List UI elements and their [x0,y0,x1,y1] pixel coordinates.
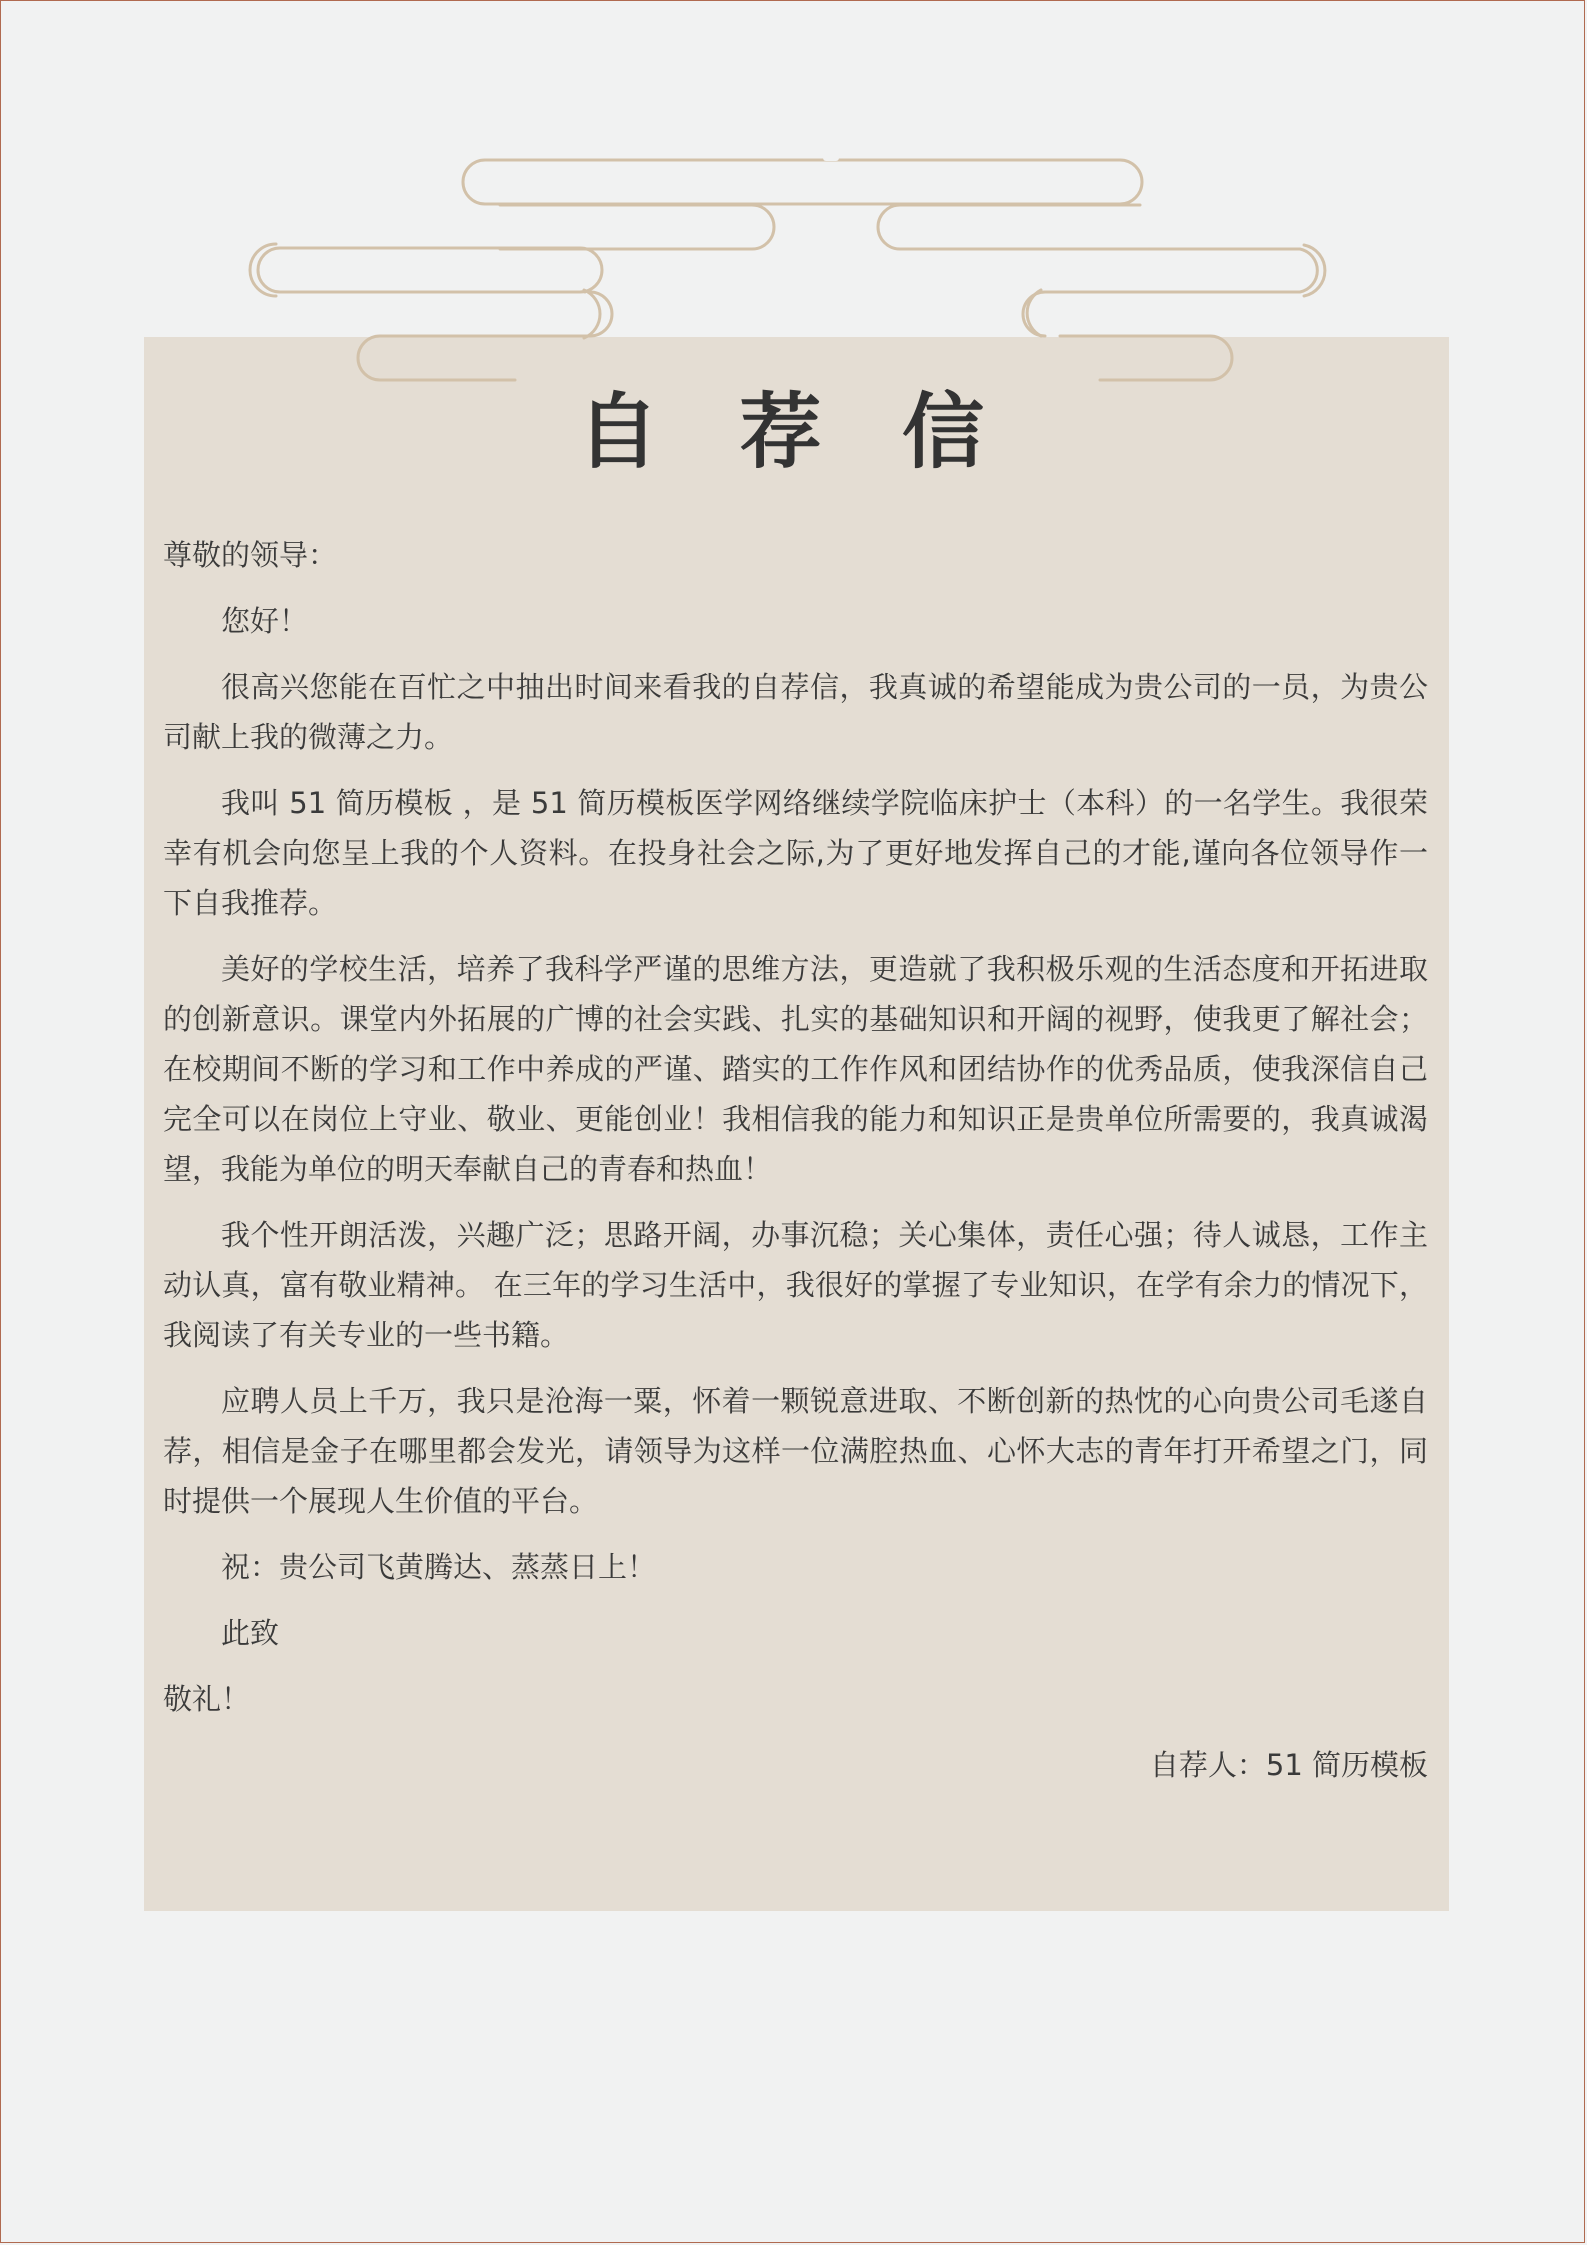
closing-line-2: 敬礼！ [163,1682,251,1716]
greeting: 您好！ [221,604,309,638]
paragraph: 应聘人员上千万，我只是沧海一粟，怀着一颗锐意进取、不断创新的热忱的心向贵公司毛遂自荐，相信是金子在哪里都会发光，请领导为这样一位满腔热血、心怀大志的青年打开希望之门，同时提供一个展现人生价值的平台。 [163,1384,1428,1518]
letter-title: 自 荐 信 [576,385,1011,480]
paragraph: 我个性开朗活泼，兴趣广泛；思路开阔，办事沉稳；关心集体，责任心强；待人诚恳，工作主动认真，富有敬业精神。 在三年的学习生活中，我很好的掌握了专业知识，在学有余力的情况下，我阅读了有关专业的一些书籍。 [163,1218,1428,1352]
cloud-decoration [0,0,1587,400]
paragraph: 很高兴您能在百忙之中抽出时间来看我的自荐信，我真诚的希望能成为贵公司的一员，为贵公司献上我的微薄之力。 [163,670,1428,754]
paragraph: 我叫 51 简历模板 ，是 51 简历模板医学网络继续学院临床护士（本科）的一名学生。我很荣幸有机会向您呈上我的个人资料。在投身社会之际,为了更好地发挥自己的才能,谨向各位领导作一下自我推荐。 [163,786,1428,920]
wish: 祝：贵公司飞黄腾达、蒸蒸日上！ [221,1550,657,1584]
letter-body [163,530,1428,1806]
signature: 自荐人：51 简历模板 [1149,1748,1428,1782]
paragraph: 美好的学校生活，培养了我科学严谨的思维方法，更造就了我积极乐观的生活态度和开拓进取的创新意识。课堂内外拓展的广博的社会实践、扎实的基础知识和开阔的视野，使我更了解社会；在校期间不断的学习和工作中养成的严谨、踏实的工作作风和团结协作的优秀品质，使我深信自己完全可以在岗位上守业、敬业、更能创业！我相信我的能力和知识正是贵单位所需要的，我真诚渴望，我能为单位的明天奉献自己的青春和热血！ [163,952,1428,1186]
closing-line-1: 此致 [221,1616,280,1650]
salutation: 尊敬的领导： [163,538,338,572]
